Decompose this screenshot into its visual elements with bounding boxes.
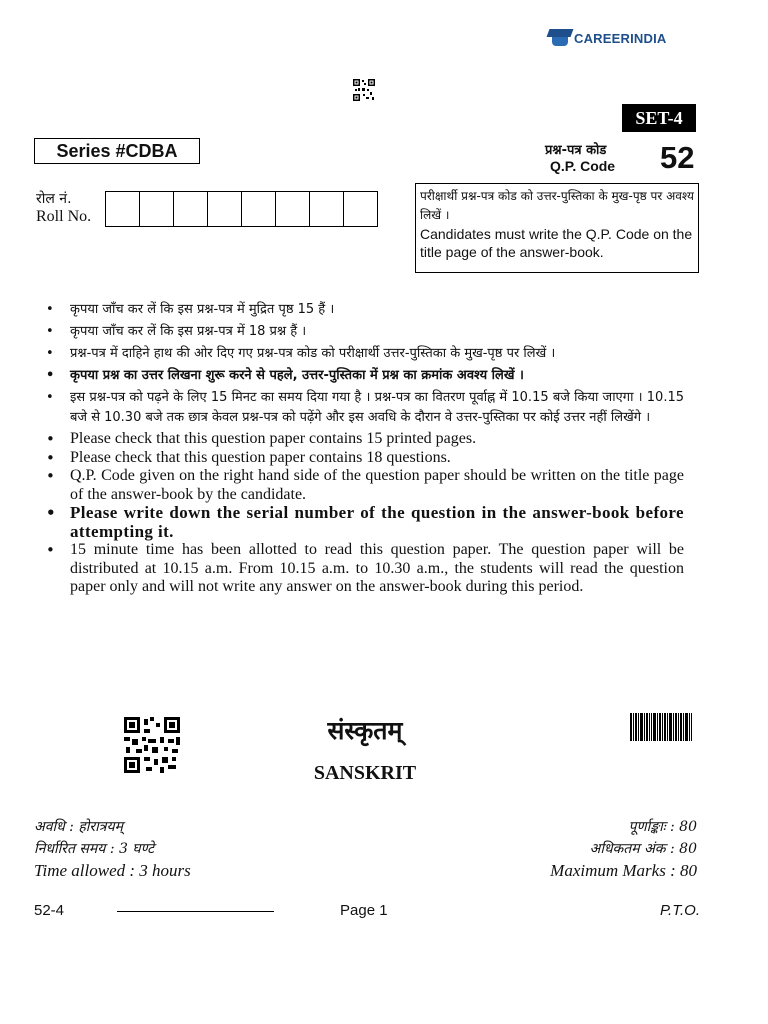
marks-english: Maximum Marks : 80 [550,861,697,880]
careerindia-logo [548,24,678,52]
qr-code-icon [352,78,376,102]
instruction-item: • इस प्रश्न-पत्र को पढ़ने के लिए 15 मिनट का समय दिया गया है । प्रश्न-पत्र का वितरण पूर्वाह्न में 10.15 बजे किया जाएगा । 10.15 बजे से 10.30 बजे तक छात्र केवल प्रश्न-पत्र को पढ़ेंगे और इस अवधि के दौरान वे उत्तर-पुस्तिका पर कोई उत्तर नहीं लिखेंगे । [40,388,684,428]
roll-no-box[interactable] [208,192,242,226]
roll-no-boxes[interactable] [105,191,378,227]
candidate-note-box [415,183,699,273]
logo-text: CAREERINDIA [574,30,667,46]
roll-no-box[interactable] [242,192,276,226]
instruction-item: • कृपया प्रश्न का उत्तर लिखना शुरू करने से पहले, उत्तर-पुस्तिका में प्रश्न का क्रमांक अवश्य लिखें । [40,366,684,386]
roll-no-label-hindi: रोल नं. [36,191,72,207]
series-label: Series #CDBA [34,138,200,164]
instruction-item: • कृपया जाँच कर लें कि इस प्रश्न-पत्र में 18 प्रश्न हैं । [40,322,684,342]
candidate-note-english: Candidates must write the Q.P. Code on the title page of the answer-book. [420,226,693,260]
qp-code-label-hindi: प्रश्न-पत्र कोड [545,143,607,158]
footer-paper-code: 52-4 [34,902,65,919]
footer-page-number: Page 1 [340,902,388,919]
roll-no-box[interactable] [344,192,377,226]
duration-english: Time allowed : 3 hours [34,861,191,880]
instructions [40,300,684,597]
instruction-item: • Please check that this question paper contains 18 questions. [40,449,684,468]
marks-sanskrit: पूर्णाङ्काः : 80 [628,819,697,835]
instruction-item: • कृपया जाँच कर लें कि इस प्रश्न-पत्र में मुद्रित पृष्ठ 15 हैं । [40,300,684,320]
roll-no-box[interactable] [276,192,310,226]
marks-hindi: अधिकतम अंक : 80 [589,841,697,857]
instruction-item: • Q.P. Code given on the right hand side of the question paper should be written on the title page of the answer-book by the candidate. [40,467,684,504]
qp-code-label: Q.P. Code [550,158,616,174]
roll-no-box[interactable] [140,192,174,226]
qp-code-value: 52 [660,140,695,175]
roll-no-box[interactable] [174,192,208,226]
footer-divider [117,911,274,912]
duration-sanskrit: अवधि : होरात्रयम् [34,819,123,835]
instruction-item: • प्रश्न-पत्र में दाहिने हाथ की ओर दिए गए प्रश्न-पत्र कोड को परीक्षार्थी उत्तर-पुस्तिका के मुख-पृष्ठ पर लिखें । [40,344,684,364]
marks-info [480,816,697,882]
instruction-item: • Please write down the serial number of the question in the answer-book before attempting it. [40,504,684,541]
qr-code-icon [124,717,180,773]
graduation-cap-icon [548,27,572,49]
duration-hindi: निर्धारित समय : 3 घण्टे [34,841,155,857]
roll-no-label: Roll No. [36,208,92,225]
roll-no-box[interactable] [106,192,140,226]
subject-title: SANSKRIT [313,762,417,784]
barcode-icon [630,713,692,741]
set-label: SET-4 [622,104,696,132]
footer-pto: P.T.O. [659,902,700,919]
instruction-item: • Please check that this question paper contains 15 printed pages. [40,430,684,449]
roll-no-box[interactable] [310,192,344,226]
candidate-note-hindi: परीक्षार्थी प्रश्न-पत्र कोड को उत्तर-पुस्तिका के मुख-पृष्ठ पर अवश्य लिखें । [420,189,694,222]
duration-info [34,816,191,882]
instruction-item: • 15 minute time has been allotted to read this question paper. The question paper will be distributed at 10.15 a.m. From 10.15 a.m. to 10.30 a.m., the students will read the question paper only and will not write any answer on the answer-book during this period. [40,541,684,597]
subject-title-sanskrit: संस्कृतम् [327,716,403,745]
